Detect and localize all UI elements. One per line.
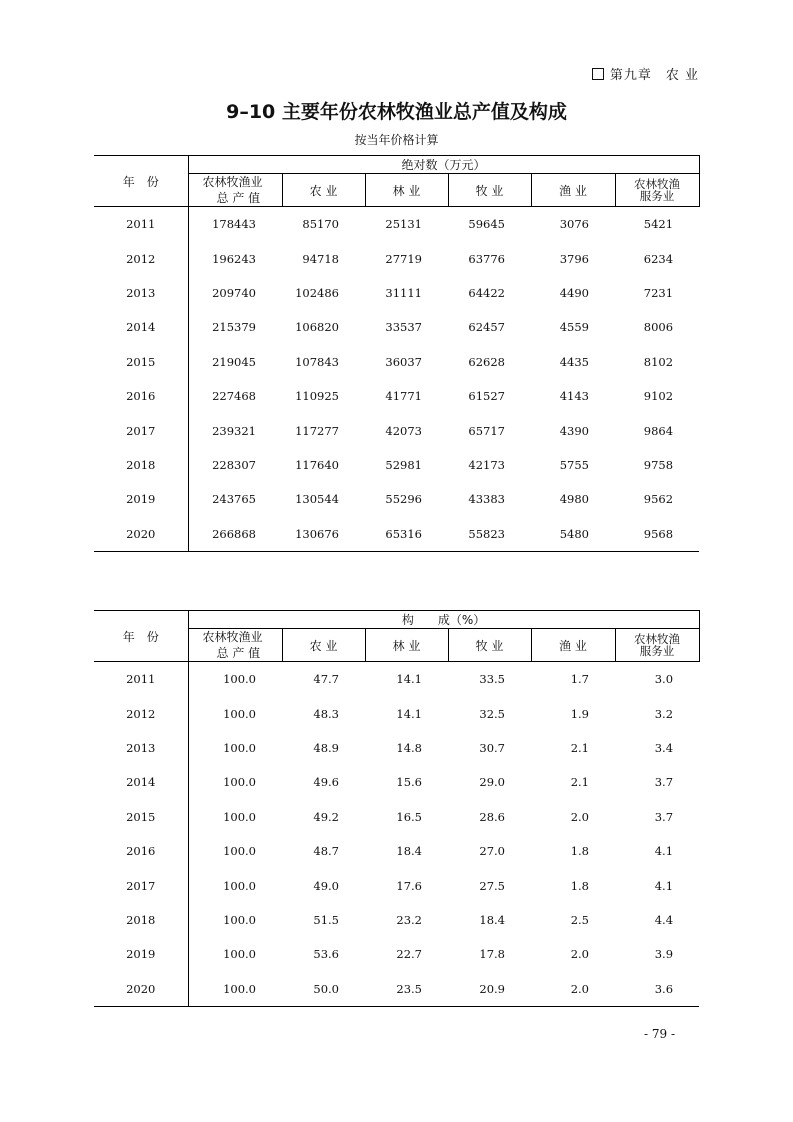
value-cell: 16.5: [396, 809, 422, 824]
value-cell: 1.8: [570, 844, 589, 859]
value-cell: 100.0: [223, 878, 256, 893]
value-cell: 27719: [385, 251, 422, 266]
value-cell: 2.1: [570, 740, 589, 755]
value-cell: 48.9: [313, 740, 339, 755]
value-cell: 107843: [295, 354, 339, 369]
value-cell: 23.2: [396, 912, 422, 927]
value-cell: 5480: [559, 526, 589, 541]
value-cell: 42173: [468, 457, 505, 472]
value-cell: 94718: [302, 251, 339, 266]
table-row: [94, 207, 699, 242]
table-row: [94, 903, 699, 937]
table-row: [94, 310, 699, 344]
value-cell: 100.0: [223, 844, 256, 859]
table-row: [94, 868, 699, 902]
table-body: [94, 207, 699, 552]
value-cell: 117640: [295, 457, 339, 472]
value-cell: 100.0: [223, 672, 256, 687]
table-row: [94, 517, 699, 552]
value-cell: 266868: [212, 526, 256, 541]
value-cell: 63776: [468, 251, 505, 266]
value-cell: 1.7: [570, 672, 589, 687]
value-cell: 4490: [559, 285, 589, 300]
value-cell: 49.0: [313, 878, 339, 893]
value-cell: 15.6: [396, 775, 422, 790]
value-cell: 61527: [468, 389, 505, 404]
value-cell: 62628: [468, 354, 505, 369]
value-cell: 2.0: [570, 981, 589, 996]
table-row: [94, 482, 699, 516]
value-cell: 100.0: [223, 775, 256, 790]
value-cell: 102486: [295, 285, 339, 300]
value-cell: 9102: [643, 389, 674, 404]
value-cell: 100.0: [223, 740, 256, 755]
service-header-line1: 农林牧渔: [634, 177, 681, 191]
value-cell: 64422: [468, 285, 505, 300]
year-cell: 2016: [94, 379, 188, 413]
value-cell: 243765: [212, 492, 256, 507]
table-row: [94, 800, 699, 834]
group-header: 绝对数（万元）: [188, 156, 699, 174]
table-row: [94, 662, 699, 697]
value-cell: 28.6: [479, 809, 505, 824]
absolute-value-table: [94, 155, 700, 552]
value-cell: 50.0: [313, 981, 339, 996]
animal-header: 牧 业: [448, 629, 531, 662]
value-cell: 100.0: [223, 706, 256, 721]
value-cell: 227468: [212, 389, 256, 404]
value-cell: 106820: [295, 320, 339, 335]
service-header-line2: 服务业: [639, 644, 675, 658]
value-cell: 59645: [468, 217, 505, 232]
value-cell: 49.2: [313, 809, 339, 824]
total-header-line1: 农林牧渔业: [202, 630, 263, 644]
page-number: - 79 -: [644, 1027, 676, 1041]
value-cell: 219045: [212, 354, 256, 369]
value-cell: 51.5: [313, 912, 339, 927]
value-cell: 100.0: [223, 912, 256, 927]
value-cell: 17.6: [396, 878, 422, 893]
table-row: [94, 731, 699, 765]
value-cell: 1.8: [570, 878, 589, 893]
value-cell: 52981: [385, 457, 422, 472]
fishery-header: 渔 业: [531, 174, 615, 207]
value-cell: 31111: [385, 285, 422, 300]
table-row: [94, 276, 699, 310]
service-header: [615, 174, 699, 207]
group-header: 构 成（%）: [188, 611, 699, 629]
value-cell: 47.7: [313, 672, 339, 687]
year-cell: 2011: [94, 207, 188, 242]
value-cell: 4980: [559, 492, 589, 507]
value-cell: 2.5: [570, 912, 589, 927]
value-cell: 14.1: [396, 706, 422, 721]
year-cell: 2019: [94, 482, 188, 516]
value-cell: 3076: [559, 217, 589, 232]
value-cell: 130544: [295, 492, 339, 507]
table-row: [94, 448, 699, 482]
year-cell: 2013: [94, 276, 188, 310]
year-cell: 2011: [94, 662, 188, 697]
value-cell: 7231: [643, 285, 674, 300]
value-cell: 9568: [643, 526, 674, 541]
value-cell: 9562: [643, 492, 674, 507]
animal-header: 牧 业: [448, 174, 531, 207]
value-cell: 55296: [385, 492, 422, 507]
value-cell: 17.8: [479, 947, 505, 962]
value-cell: 215379: [212, 320, 256, 335]
value-cell: 196243: [212, 251, 256, 266]
value-cell: 130676: [295, 526, 339, 541]
forestry-header: 林 业: [365, 629, 448, 662]
value-cell: 65316: [385, 526, 422, 541]
year-cell: 2014: [94, 310, 188, 344]
value-cell: 117277: [295, 423, 339, 438]
value-cell: 8006: [643, 320, 674, 335]
table-row: [94, 765, 699, 799]
value-cell: 5421: [643, 217, 674, 232]
value-cell: 9864: [643, 423, 674, 438]
value-cell: 20.9: [479, 981, 505, 996]
year-cell: 2018: [94, 448, 188, 482]
year-cell: 2015: [94, 345, 188, 379]
value-cell: 3.0: [654, 672, 674, 687]
value-cell: 239321: [212, 423, 256, 438]
table-row: [94, 937, 699, 971]
service-header: [615, 629, 699, 662]
value-cell: 100.0: [223, 947, 256, 962]
value-cell: 178443: [212, 217, 256, 232]
value-cell: 5755: [559, 457, 589, 472]
value-cell: 4435: [559, 354, 589, 369]
value-cell: 30.7: [479, 740, 505, 755]
value-cell: 3.6: [654, 981, 674, 996]
value-cell: 4143: [559, 389, 589, 404]
service-header-line2: 服务业: [639, 189, 675, 203]
value-cell: 2.0: [570, 947, 589, 962]
year-cell: 2017: [94, 868, 188, 902]
value-cell: 100.0: [223, 981, 256, 996]
total-header: [188, 174, 282, 207]
year-cell: 2016: [94, 834, 188, 868]
value-cell: 3.4: [654, 740, 674, 755]
value-cell: 4390: [559, 423, 589, 438]
year-cell: 2018: [94, 903, 188, 937]
value-cell: 3.9: [654, 947, 674, 962]
value-cell: 53.6: [313, 947, 339, 962]
value-cell: 3.7: [654, 809, 674, 824]
value-cell: 14.1: [396, 672, 422, 687]
year-header: 年 份: [94, 156, 188, 207]
chapter-text: 第九章 农 业: [609, 68, 699, 83]
value-cell: 33.5: [479, 672, 505, 687]
value-cell: 65717: [468, 423, 505, 438]
value-cell: 209740: [212, 285, 256, 300]
value-cell: 4.4: [654, 912, 674, 927]
value-cell: 4559: [559, 320, 589, 335]
page-subtitle: 按当年价格计算: [354, 133, 439, 147]
year-cell: 2014: [94, 765, 188, 799]
value-cell: 23.5: [396, 981, 422, 996]
table-row: [94, 834, 699, 868]
value-cell: 27.5: [479, 878, 505, 893]
value-cell: 1.9: [570, 706, 589, 721]
value-cell: 43383: [468, 492, 505, 507]
year-cell: 2012: [94, 241, 188, 275]
value-cell: 55823: [468, 526, 505, 541]
service-header-line1: 农林牧渔: [634, 632, 681, 646]
value-cell: 9758: [643, 457, 674, 472]
value-cell: 2.0: [570, 809, 589, 824]
value-cell: 228307: [212, 457, 256, 472]
year-cell: 2012: [94, 696, 188, 730]
agri-header: 农 业: [282, 629, 365, 662]
year-cell: 2020: [94, 517, 188, 552]
year-cell: 2015: [94, 800, 188, 834]
table-row: [94, 241, 699, 275]
forestry-header: 林 业: [365, 174, 448, 207]
value-cell: 3.7: [654, 775, 674, 790]
value-cell: 14.8: [396, 740, 422, 755]
fishery-header: 渔 业: [531, 629, 615, 662]
chapter-label: [592, 64, 699, 83]
year-cell: 2017: [94, 413, 188, 447]
value-cell: 48.7: [313, 844, 339, 859]
total-header-line2: 总 产 值: [216, 646, 261, 660]
value-cell: 27.0: [479, 844, 505, 859]
value-cell: 4.1: [654, 844, 674, 859]
value-cell: 49.6: [313, 775, 339, 790]
value-cell: 8102: [643, 354, 674, 369]
value-cell: 36037: [385, 354, 422, 369]
value-cell: 18.4: [479, 912, 505, 927]
table-row: [94, 379, 699, 413]
value-cell: 29.0: [479, 775, 505, 790]
table-row: [94, 345, 699, 379]
value-cell: 42073: [385, 423, 422, 438]
value-cell: 62457: [468, 320, 505, 335]
value-cell: 32.5: [479, 706, 505, 721]
value-cell: 41771: [385, 389, 422, 404]
value-cell: 110925: [295, 389, 339, 404]
value-cell: 85170: [302, 217, 339, 232]
total-header-line1: 农林牧渔业: [202, 175, 263, 189]
total-header: [188, 629, 282, 662]
value-cell: 22.7: [396, 947, 422, 962]
value-cell: 3796: [559, 251, 589, 266]
composition-table: [94, 610, 700, 1007]
value-cell: 18.4: [396, 844, 422, 859]
table-row: [94, 413, 699, 447]
agri-header: 农 业: [282, 174, 365, 207]
table-row: [94, 972, 699, 1007]
year-cell: 2020: [94, 972, 188, 1007]
value-cell: 6234: [643, 251, 674, 266]
value-cell: 33537: [385, 320, 422, 335]
value-cell: 2.1: [570, 775, 589, 790]
page-title: 9–10 主要年份农林牧渔业总产值及构成: [226, 101, 567, 123]
square-icon: [592, 68, 604, 80]
value-cell: 48.3: [313, 706, 339, 721]
total-header-line2: 总 产 值: [216, 191, 261, 205]
year-cell: 2013: [94, 731, 188, 765]
value-cell: 25131: [385, 217, 422, 232]
value-cell: 100.0: [223, 809, 256, 824]
year-header: 年 份: [94, 611, 188, 662]
table-row: [94, 696, 699, 730]
year-cell: 2019: [94, 937, 188, 971]
table-body: [94, 662, 699, 1007]
value-cell: 4.1: [654, 878, 674, 893]
value-cell: 3.2: [654, 706, 674, 721]
